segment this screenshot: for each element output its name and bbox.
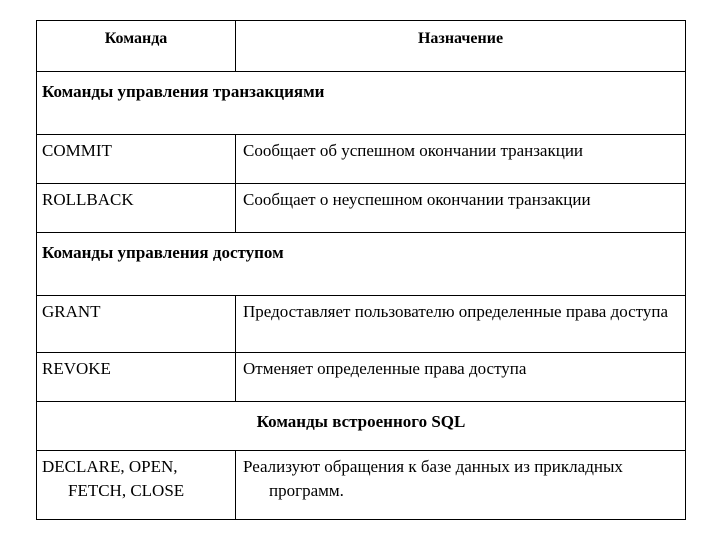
table-row <box>37 135 686 184</box>
command-cell: ROLLBACK <box>37 184 236 233</box>
table-header-row <box>37 21 686 72</box>
section-title-access: Команды управления доступом <box>37 233 686 296</box>
purpose-cell: Сообщает об успешном окончании транзакции <box>236 135 686 184</box>
section-row <box>37 233 686 296</box>
table-row <box>37 296 686 353</box>
command-text: DECLARE, OPEN, FETCH, CLOSE <box>42 457 185 500</box>
command-cell <box>37 451 236 520</box>
purpose-cell <box>236 451 686 520</box>
section-title-embedded-sql: Команды встроенного SQL <box>37 402 686 451</box>
purpose-text: Предоставляет пользователю определенные права доступа <box>243 302 669 321</box>
table-row <box>37 184 686 233</box>
command-cell: GRANT <box>37 296 236 353</box>
section-title-transactions: Команды управления транзакциями <box>37 72 686 135</box>
command-cell: REVOKE <box>37 353 236 402</box>
section-row <box>37 402 686 451</box>
purpose-cell: Сообщает о неуспешном окончании транзакции <box>236 184 686 233</box>
table-row <box>37 451 686 520</box>
command-cell: COMMIT <box>37 135 236 184</box>
purpose-text: Реализуют обращения к базе данных из прикладных программ. <box>243 457 623 500</box>
header-purpose: Назначение <box>236 21 686 72</box>
header-command: Команда <box>37 21 236 72</box>
purpose-cell <box>236 296 686 353</box>
table-row <box>37 353 686 402</box>
purpose-cell: Отменяет определенные права доступа <box>236 353 686 402</box>
section-row <box>37 72 686 135</box>
sql-commands-table <box>36 20 686 520</box>
